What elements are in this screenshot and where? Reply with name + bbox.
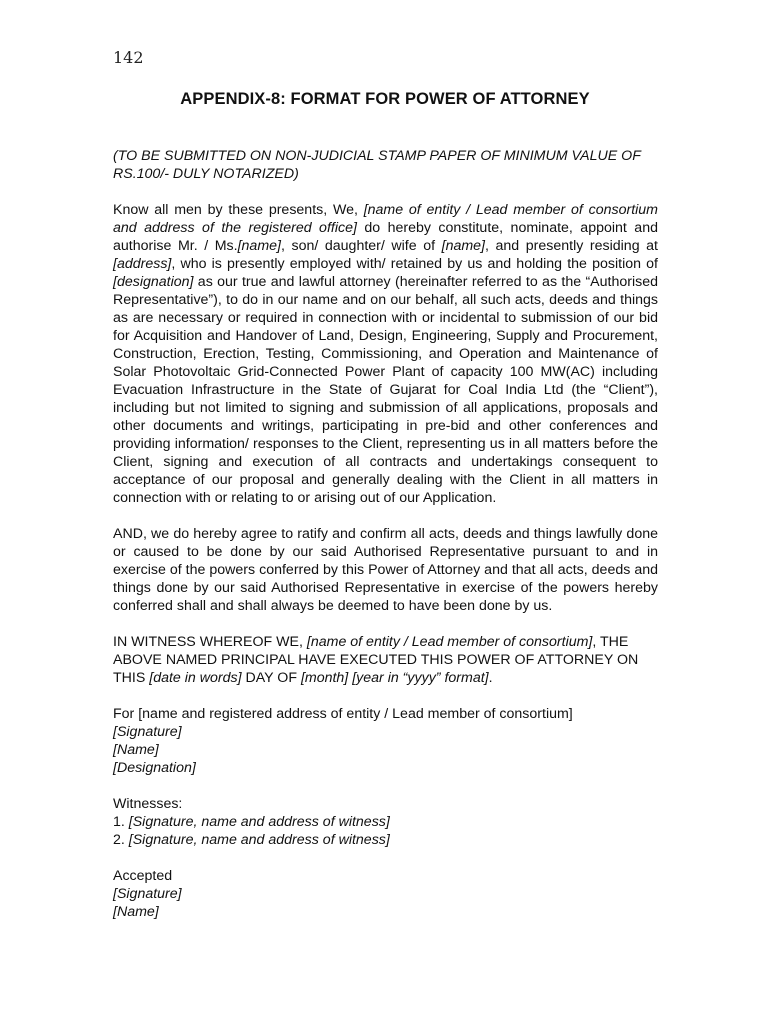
- para3-text-1: IN WITNESS WHEREOF WE,: [113, 634, 307, 650]
- para1-placeholder-address: [address]: [113, 256, 172, 272]
- para3-placeholder-date: [date in words]: [149, 670, 242, 686]
- para3-text-2: , THE ABOVE NAMED PRINCIPAL HAVE EXECUTED THIS POWER OF ATTORNEY ON THIS: [113, 634, 639, 686]
- witness-2: [113, 831, 658, 849]
- para1-placeholder-designation: [designation]: [113, 274, 194, 290]
- accepted-signature: [Signature]: [113, 886, 182, 902]
- page-title: APPENDIX-8: FORMAT FOR POWER OF ATTORNEY: [180, 90, 590, 108]
- para3-text-5: .: [488, 670, 493, 686]
- stamp-paper-instruction: (TO BE SUBMITTED ON NON-JUDICIAL STAMP PAPER OF MINIMUM VALUE OF RS.100/- DULY NOTARIZED): [113, 148, 641, 182]
- para1-text-5: , who is presently employed with/ retained by us and holding the position of: [171, 256, 658, 272]
- witness-1-placeholder: [Signature, name and address of witness]: [128, 814, 390, 830]
- para3-text-3: DAY OF: [241, 670, 301, 686]
- para1-placeholder-entity: [name of entity / Lead member of consortium and address of the registered office]: [113, 202, 658, 236]
- document-body: [113, 147, 658, 921]
- para1-placeholder-parent-name: [name]: [441, 238, 485, 254]
- witnesses-block: [113, 795, 658, 849]
- para3-placeholder-month: [month]: [300, 670, 349, 686]
- para1-placeholder-name: [name]: [237, 238, 281, 254]
- signatory-block: [113, 705, 658, 777]
- authorisation-paragraph: [113, 201, 658, 507]
- ratification-paragraph: AND, we do hereby agree to ratify and confirm all acts, deeds and things lawfully done or caused to be done by our said Authorised Representative pursuant to and in exercise of the powers conferred by this Power of Attorney and that all acts, deeds and things done by our said Authorised Representative in exercise of the powers hereby conferred shall and shall always be deemed to have been done by us.: [113, 526, 658, 614]
- witness-1: [113, 813, 658, 831]
- para1-text-2: do hereby constitute, nominate, appoint and authorise Mr. / Ms.: [113, 220, 658, 254]
- witness-2-number: 2.: [113, 832, 129, 848]
- page-number: 142: [113, 48, 144, 67]
- witness-2-placeholder: [Signature, name and address of witness]: [128, 832, 390, 848]
- accepted-block: [113, 867, 658, 921]
- signatory-signature: [Signature]: [113, 724, 182, 740]
- para1-text-6: as our true and lawful attorney (hereinafter referred to as the “Authorised Representative”), to do in our name and on our behalf, all such acts, deeds and things as are necessary or required in connection with or incidental to submission of our bid for Acquisition and Handover of Land, Design, Engineering, Supply and Procurement, Construction, Erection, Testing, Commissioning, and Operation and Maintenance of Solar Photovoltaic Grid-Connected Power Plant of capacity 100 MW(AC) including Evacuation Infrastructure in the State of Gujarat for Coal India Ltd (the “Client”), including but not limited to signing and submission of all applications, proposals and other documents and writings, participating in pre-bid and other conferences and providing information/ responses to the Client, representing us in all matters before the Client, signing and execution of all contracts and undertakings consequent to acceptance of our proposal and generally dealing with the Client in all matters in connection with or relating to or arising out of our Application.: [113, 274, 658, 506]
- para1-text-4: , and presently residing at: [485, 238, 658, 254]
- witness-whereof-paragraph: [113, 633, 658, 687]
- witnesses-heading: Witnesses:: [113, 796, 183, 812]
- para3-placeholder-year: [year in “yyyy” format]: [352, 670, 489, 686]
- signatory-designation: [Designation]: [113, 760, 196, 776]
- para3-placeholder-entity: [name of entity / Lead member of consortium]: [306, 634, 593, 650]
- accepted-name: [Name]: [113, 904, 159, 920]
- accepted-heading: Accepted: [113, 868, 173, 884]
- para1-text-1: Know all men by these presents, We,: [113, 202, 364, 218]
- para1-text-3: , son/ daughter/ wife of: [280, 238, 442, 254]
- for-entity-line: For [name and registered address of entity / Lead member of consortium]: [113, 706, 573, 722]
- signatory-name: [Name]: [113, 742, 159, 758]
- witness-1-number: 1.: [113, 814, 129, 830]
